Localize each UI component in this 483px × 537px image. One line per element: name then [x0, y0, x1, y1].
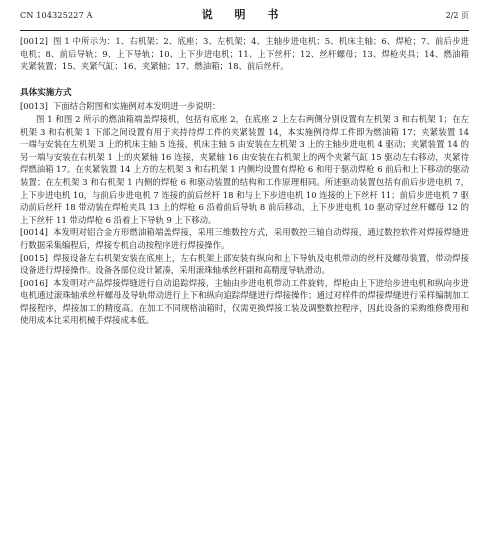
paragraph-tag: [0013]: [20, 101, 48, 112]
document-body: [20, 35, 469, 327]
paragraph-0014: [20, 226, 469, 251]
page-number: 2/2 页: [445, 11, 469, 20]
publication-number: CN 104325227 A: [20, 11, 93, 20]
paragraph-text: 下面结合附图和实施例对本发明进一步说明：: [52, 101, 221, 112]
paragraph-tag: [0014]: [20, 227, 48, 238]
paragraph-text: 焊接设备左右机架安装在底座上，左右机架上部安装有纵向和上下导轨及电机带动的丝杆及螺母装置，带动焊接设备进行焊接操作。设备各部位设计紧凑，采用滚珠轴承丝杆副和高精度导轨滑动。: [20, 252, 469, 276]
page-header: [20, 0, 469, 31]
paragraph-0015: [20, 252, 469, 277]
section-heading: 具体实施方式: [20, 87, 72, 98]
paragraph-0016: [20, 277, 469, 327]
paragraph-tag: [0015]: [20, 252, 48, 263]
document-title: 说 明 书: [201, 8, 288, 21]
paragraph-text: 本发明对铝合金方形燃油箱端盖焊接，采用三维数控方式，采用数控三轴自动焊接，通过数控软件对焊接焊缝进行数据采集编程后，焊接专机自动按程序进行焊接操作。: [20, 227, 469, 250]
paragraph-tag: [0016]: [20, 277, 48, 288]
paragraph-tag: [0012]: [20, 36, 48, 46]
paragraph-text: 本发明对产品焊接焊缝进行自动追踪焊接，主轴由步进电机带动工件旋转，焊枪由上下进给步进电机和纵向步进电机通过滚珠轴承丝杆螺母及导轨带动进行上下和纵向追踪焊缝进行焊接操作；通过对样件的焊接焊缝进行采样编制加工焊接程序，焊接加工的精度高。在加工不同规格油箱时，仅需更换焊接工装及调整数控程序，因此设备的采购维修费用和使用成本比采用机械手焊接成本低。: [20, 277, 469, 326]
paragraph-text: 图 1 中所示为：1、右机架；2、底座；3、左机架；4、主轴步进电机；5、机床主轴；6、焊枪；7、前后步进电机；8、前后导轨；9、上下导轨；10、上下步进电机；11、上下丝杆；12、丝杆螺母；13、焊枪夹具；14、燃油箱夹紧装置；15、夹紧气缸；16、夹紧轴；17、燃油箱；18、前后丝杆。: [20, 36, 469, 72]
paragraph-0013: [20, 100, 469, 113]
paragraph-0012: [20, 35, 469, 73]
paragraph-0013-body: 图 1 和图 2 所示的燃油箱端盖焊接机，包括有底座 2，在底座 2 上左右两侧分别设置有左机架 3 和右机架 1；在左机架 3 和右机架 1 下部之间设置有用于夹持待焊工件的夹紧装置 14，本实施例待焊工件即为燃油箱 17；夹紧装置 14 一端与安装在左机架 3 上的机床主轴 5 连接，机床主轴 5 由安装在左机架 3 上的主轴步进电机 4 驱动；夹紧装置 14 的另一端与安装在右机架 1 上的夹紧轴 16 连接，夹紧轴 16 由安装在右机架上的两个夹紧气缸 15 驱动左右移动，夹紧待焊燃油箱 17。在夹紧装置 14 上方的左机架 3 和右机架 1 内侧均设置有焊枪 6 和用于驱动焊枪 6 前后和上下移动的驱动装置；在左机架 3 和右机架 1 内侧的焊枪 6 和驱动装置的结构和工作原理相同。所述驱动装置包括有前后步进电机 7，上下步进电机 10，与前后步进电机 7 连接的前后丝杆 18 和与上下步进电机 10 连接的上下丝杆 11；前后步进电机 7 驱动前后丝杆 18 带动装在焊枪夹具 13 上的焊枪 6 沿着前后导轨 8 前后移动，上下步进电机 10 驱动穿过丝杆螺母 12 的上下丝杆 11 带动焊枪 6 沿着上下导轨 9 上下移动。: [20, 113, 469, 225]
